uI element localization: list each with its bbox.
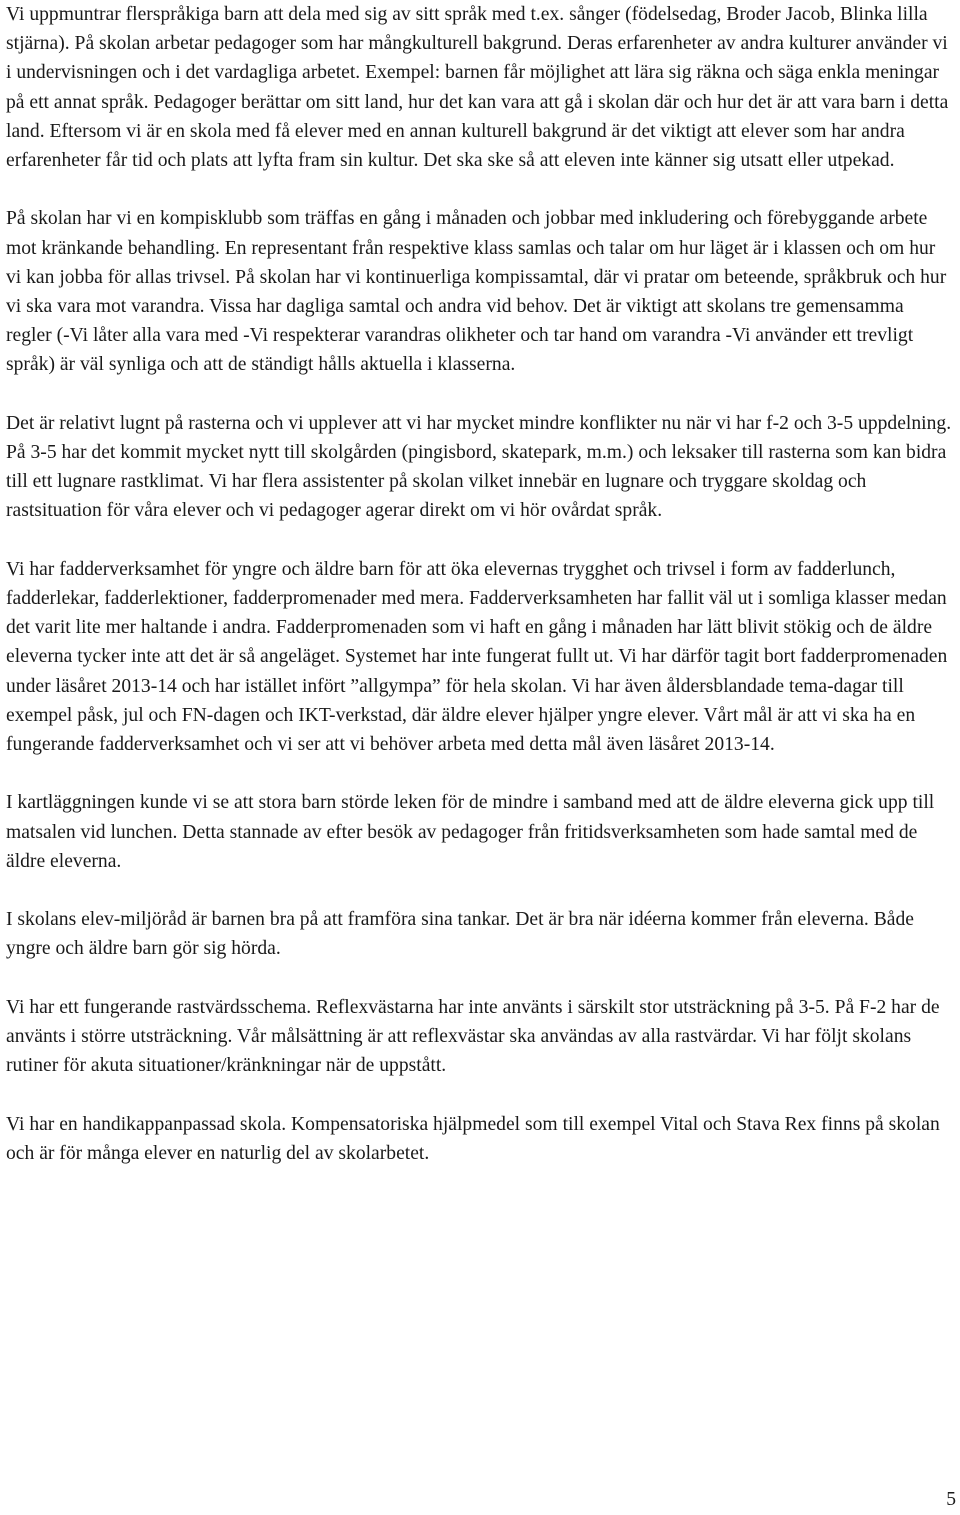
- paragraph: Vi uppmuntrar flerspråkiga barn att dela med sig av sitt språk med t.ex. sånger (födelsedag, Broder Jacob, Blinka lilla stjärna). På skolan arbetar pedagoger som har mångkulturell bakgrund. Deras erfarenheter av andra kulturer använder vi i undervisningen och i det vardagliga arbetet. Exempel: barnen får möjlighet att lära sig räkna och säga enkla meningar på ett annat språk. Pedagoger berättar om sitt land, hur det kan vara att gå i skolan där och hur det är att vara barn i detta land. Eftersom vi är en skola med få elever med en annan kulturell bakgrund är det viktigt att elever som har andra erfarenheter får tid och plats att lyfta fram sin kultur. Det ska ske så att eleven inte känner sig utsatt eller utpekad.: [6, 4, 949, 172]
- paragraph: Vi har ett fungerande rastvärdsschema. Reflexvästarna har inte använts i särskilt stor utsträckning på 3-5. På F-2 har de använts i större utsträckning. Vår målsättning är att reflexvästar ska användas av alla rastvärdar. Vi har följt skolans rutiner för akuta situationer/kränkningar när de uppstått.: [6, 996, 940, 1077]
- paragraph: På skolan har vi en kompisklubb som träffas en gång i månaden och jobbar med inkludering och förebyggande arbete mot kränkande behandling. En representant från respektive klass samlas och talar om hur läget är i klassen och om hur vi kan jobba för allas trivsel. På skolan har vi kontinuerliga kompissamtal, där vi pratar om beteende, språkbruk och hur vi ska vara mot varandra. Vissa har dagliga samtal och andra vid behov. Det är viktigt att skolans tre gemensamma regler (-Vi låter alla vara med -Vi respekterar varandras olikheter och tar hand om varandra -Vi använder ett trevligt språk) är väl synliga och att de ständigt hålls aktuella i klasserna.: [6, 208, 947, 376]
- page-number: 5: [946, 1489, 956, 1510]
- paragraph: Det är relativt lugnt på rasterna och vi upplever att vi har mycket mindre konflikter nu när vi har f-2 och 3-5 uppdelning. På 3-5 har det kommit mycket nytt till skolgården (pingisbord, skatepark, m.m.) och leksaker till rasterna som kan bidra till ett lugnare rastklimat. Vi har flera assistenter på skolan vilket innebär en lugnare och tryggare skoldag och rastsituation för våra elever och vi pedagoger agerar direkt om vi hör ovårdat språk.: [6, 412, 952, 522]
- paragraph: I kartläggningen kunde vi se att stora barn störde leken för de mindre i samband med att de äldre eleverna gick upp till matsalen vid lunchen. Detta stannade av efter besök av pedagoger från fritidsverksamheten som hade samtal med de äldre eleverna.: [6, 792, 935, 872]
- paragraph: Vi har fadderverksamhet för yngre och äldre barn för att öka elevernas trygghet och trivsel i form av fadderlunch, fadderlekar, fadderlektioner, fadderpromenader med mera. Fadderverksamheten har fallit väl ut i somliga klasser medan det varit lite mer haltande i andra. Fadderpromenaden som vi haft en gång i månaden har lätt blivit stökig och de äldre eleverna tycker inte att det är så angeläget. Systemet har inte fungerat fullt ut. Vi har därför tagit bort fadderpromenaden under läsåret 2013-14 och har istället infört ”allgympa” för hela skolan. Vi har även åldersblandade tema-dagar till exempel påsk, jul och FN-dagen och IKT-verkstad, där äldre elever hjälper yngre elever. Vårt mål är att vi ska ha en fungerande fadderverksamhet och vi ser att vi behöver arbeta med detta mål även läsåret 2013-14.: [6, 558, 948, 756]
- document-body: [6, 0, 952, 1168]
- paragraph: I skolans elev-miljöråd är barnen bra på att framföra sina tankar. Det är bra när idéerna kommer från eleverna. Både yngre och äldre barn gör sig hörda.: [6, 909, 914, 960]
- paragraph: Vi har en handikappanpassad skola. Kompensatoriska hjälpmedel som till exempel Vital och Stava Rex finns på skolan och är för många elever en naturlig del av skolarbetet.: [6, 1113, 940, 1164]
